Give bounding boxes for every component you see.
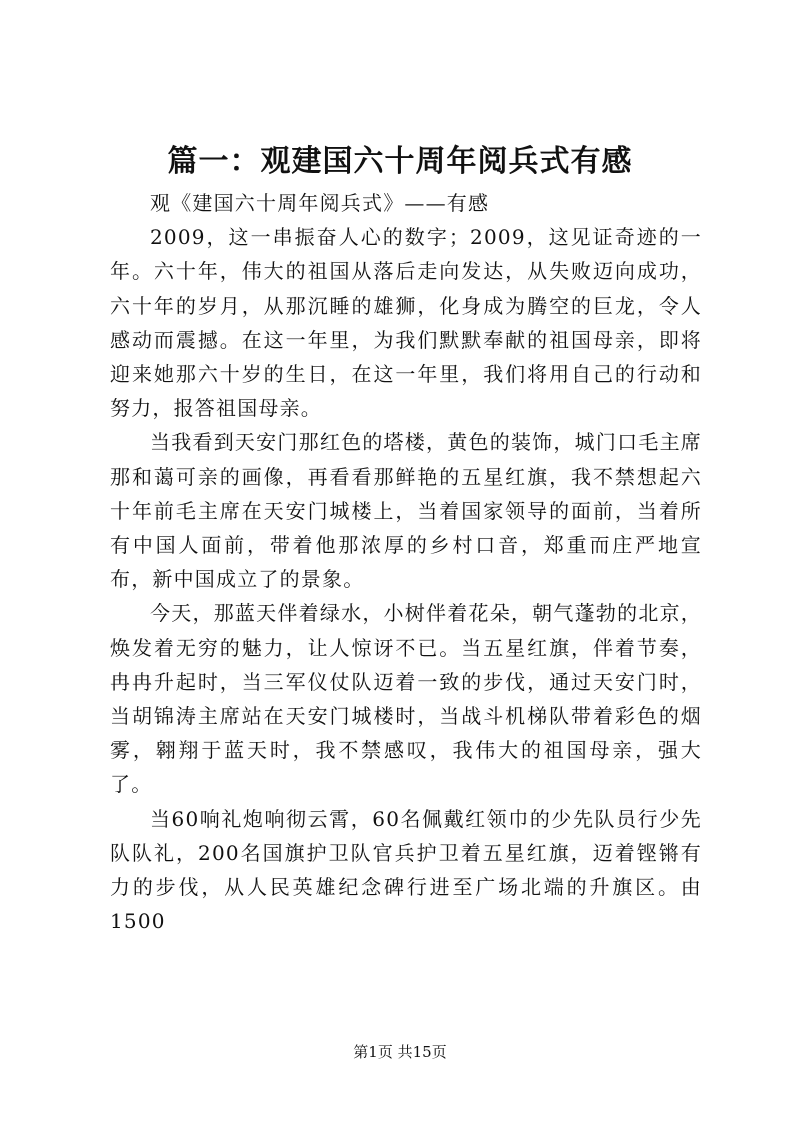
page-title: 篇一：观建国六十周年阅兵式有感 [167,144,633,179]
subtitle-paragraph: 观《建国六十周年阅兵式》——有感 [150,191,490,215]
page-number-footer: 第1页 共15页 [353,1043,447,1061]
body-paragraph: 当60响礼炮响彻云霄，60名佩戴红领巾的少先队员行少先队队礼，200名国旗护卫队官兵护卫着五星红旗，迈着铿锵有力的步伐，从人民英雄纪念碑行进至广场北端的升旗区。由1500 [110,806,702,934]
body-paragraph: 当我看到天安门那红色的塔楼，黄色的装饰，城门口毛主席那和蔼可亲的画像，再看看那鲜艳的五星红旗，我不禁想起六十年前毛主席在天安门城楼上，当着国家领导的面前，当着所有中国人面前，带着他那浓厚的乡村口音，郑重而庄严地宣布，新中国成立了的景象。 [110,430,702,592]
body-paragraph: 2009，这一串振奋人心的数字；2009，这见证奇迹的一年。六十年，伟大的祖国从落后走向发达，从失败迈向成功，六十年的岁月，从那沉睡的雄狮，化身成为腾空的巨龙，令人感动而震撼。在这一年里，为我们默默奉献的祖国母亲，即将迎来她那六十岁的生日，在这一年里，我们将用自己的行动和努力，报答祖国母亲。 [110,225,702,421]
document-body [110,186,702,938]
body-paragraph: 今天，那蓝天伴着绿水，小树伴着花朵，朝气蓬勃的北京，焕发着无穷的魅力，让人惊讶不已。当五星红旗，伴着节奏，冉冉升起时，当三军仪仗队迈着一致的步伐，通过天安门时，当胡锦涛主席站在天安门城楼时，当战斗机梯队带着彩色的烟雾，翱翔于蓝天时，我不禁感叹，我伟大的祖国母亲，强大了。 [110,601,702,797]
